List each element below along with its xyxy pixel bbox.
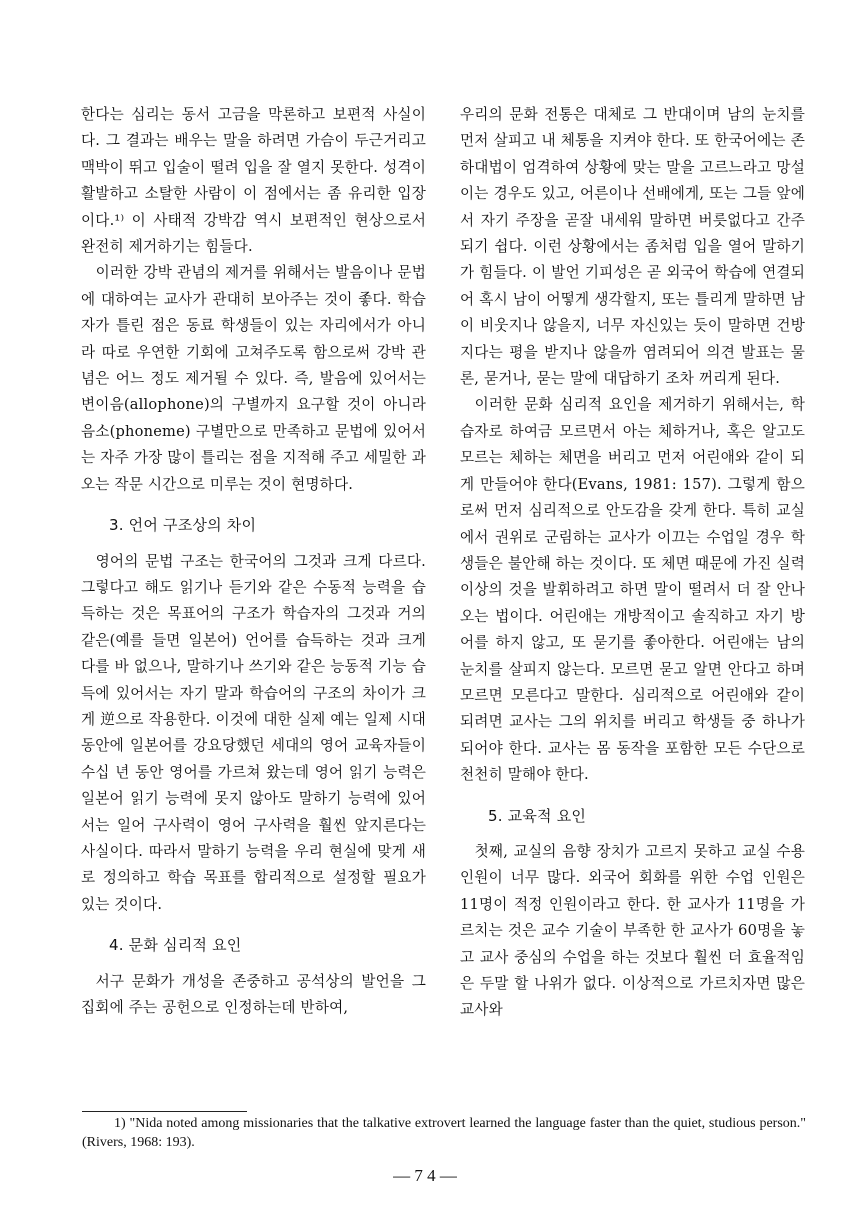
paragraph: 이러한 강박 관념의 제거를 위해서는 발음이나 문법에 대하여는 교사가 관대히 보아주는 것이 좋다. 학습자가 틀린 점은 동료 학생들이 있는 자리에서가 아니라 따로 우연한 기회에 고쳐주도록 함으로써 강박 관념은 어느 정도 제거될 수 있다. 즉, 발음에 있어서는 변이음(allophone)의 구별까지 요구할 것이 아니라 음소(phoneme) 구별만으로 만족하고 문법에 있어서는 자주 가장 많이 틀리는 점을 지적해 주고 세밀한 과오는 작문 시간으로 미루는 것이 현명하다. bbox=[81, 264, 426, 493]
section-heading: 3. 언어 구조상의 차이 bbox=[109, 516, 257, 535]
paragraph: 영어의 문법 구조는 한국어의 그것과 크게 다르다. 그렇다고 해도 읽기나 듣기와 같은 수동적 능력을 습득하는 것은 목표어의 구조가 학습자의 그것과 거의 같은(예를 들면 일본어) 언어를 습득하는 것과 크게 다를 바 없으나, 말하기나 쓰기와 같은 능동적 기능 습득에 있어서는 자기 말과 학습어의 구조의 차이가 크게 逆으로 작용한다. 이것에 대한 실제 예는 일제 시대 동안에 일본어를 강요당했던 세대의 영어 교육자들이 수십 년 동안 영어를 가르쳐 왔는데 영어 읽기 능력은 일본어 읽기 능력에 못지 않아도 말하기 능력에 있어서는 일어 구사력이 영어 구사력을 훨씬 앞지른다는 사실이다. 따라서 말하기 능력을 우리 현실에 맞게 새로 정의하고 학습 목표를 합리적으로 설정할 필요가 있는 것이다. bbox=[81, 552, 426, 913]
left-column bbox=[81, 102, 426, 1021]
paragraph: 우리의 문화 전통은 대체로 그 반대이며 남의 눈치를 먼저 살피고 내 체통을 지켜야 한다. 또 한국어에는 존하대법이 엄격하여 상황에 맞는 말을 고르느라고 망설이는 경우도 있고, 어른이나 선배에게, 또는 그들 앞에서 자기 주장을 곧잘 내세워 말하면 버릇없다고 간주되기 쉽다. 이런 상황에서는 좀처럼 입을 열어 말하기가 힘들다. 이 발언 기피성은 곧 외국어 학습에 연결되어 혹시 남이 어떻게 생각할지, 또는 틀리게 말하면 남이 비웃지나 않을지, 너무 자신있는 듯이 말하면 건방지다는 평을 받지나 않을까 염려되어 의견 발표는 물론, 묻거나, 묻는 말에 대답하기 조차 꺼리게 된다. bbox=[460, 106, 805, 388]
section-heading: 4. 문화 심리적 요인 bbox=[109, 936, 242, 955]
footnote-rule bbox=[82, 1111, 247, 1112]
right-column bbox=[460, 102, 805, 1024]
page-number: — 7 4 — bbox=[393, 1166, 457, 1185]
paragraph: 서구 문화가 개성을 존중하고 공석상의 발언을 그 집회에 주는 공헌으로 인정하는데 반하여, bbox=[81, 972, 426, 1016]
paragraph: 한다는 심리는 동서 고금을 막론하고 보편적 사실이다. 그 결과는 배우는 말을 하려면 가슴이 두근거리고 맥박이 뛰고 입술이 떨려 입을 잘 열지 못한다. 성격이 활발하고 소탈한 사람이 이 점에서는 좀 유리한 입장이다.¹⁾ 이 사태적 강박감 역시 보편적인 현상으로서 완전히 제거하기는 힘들다. bbox=[81, 106, 426, 256]
footnote: 1) "Nida noted among missionaries that the talkative extrovert learned the language faster than the quiet, studious person." (Rivers, 1968: 193). bbox=[82, 1116, 806, 1150]
paragraph: 첫째, 교실의 음향 장치가 고르지 못하고 교실 수용 인원이 너무 많다. 외국어 회화를 위한 수업 인원은 11명이 적정 인원이라고 한다. 한 교사가 11명을 가르치는 것은 교수 기술이 부족한 한 교사가 60명을 놓고 교사 중심의 수업을 하는 것보다 훨씬 더 효율적임은 두말 할 나위가 없다. 이상적으로 가르치자면 많은 교사와 bbox=[460, 842, 805, 1019]
section-heading: 5. 교육적 요인 bbox=[488, 806, 587, 825]
paragraph: 이러한 문화 심리적 요인을 제거하기 위해서는, 학습자로 하여금 모르면서 아는 체하거나, 혹은 알고도 모르는 체하는 체면을 버리고 먼저 어린애와 같이 되게 만들어야 한다(Evans, 1981: 157). 그렇게 함으로써 먼저 심리적으로 안도감을 갖게 한다. 특히 교실에서 권위로 군림하는 교사가 이끄는 수업일 경우 학생들은 불안해 하는 것이다. 또 체면 때문에 가진 실력 이상의 것을 발휘하려고 하면 말이 떨려서 더 잘 안나오는 법이다. 어린애는 개방적이고 솔직하고 자기 방어를 하지 않고, 또 묻기를 좋아한다. 어린애는 남의 눈치를 살피지 않는다. 모르면 묻고 알면 안다고 하며 모르면 모른다고 말한다. 심리적으로 어린애와 같이 되려면 교사는 그의 위치를 버리고 학생들 중 하나가 되어야 한다. 교사는 몸 동작을 포함한 모든 수단으로 천천히 말해야 한다. bbox=[460, 396, 805, 784]
